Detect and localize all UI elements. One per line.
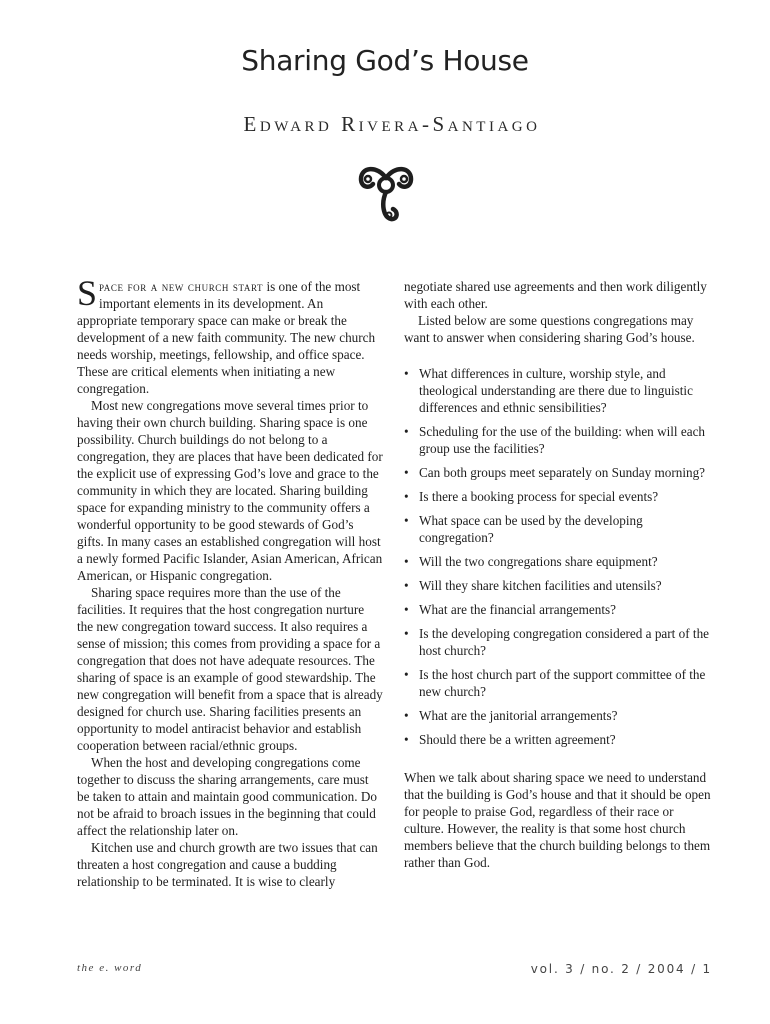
list-item (404, 731, 714, 748)
list-item (404, 365, 714, 416)
bullet-icon: • (404, 626, 409, 641)
list-item-text: Should there be a written agreement? (419, 732, 616, 747)
list-item-text: What space can be used by the developing congregation? (419, 513, 643, 545)
list-item-text: Will the two congregations share equipment? (419, 554, 658, 569)
list-item (404, 488, 714, 505)
footer-issue-info: vol. 3 / no. 2 / 2004 / 1 (530, 962, 712, 976)
paragraph: Sharing space requires more than the use of the facilities. It requires that the host congregation nurture the new congregation toward success. It also requires a sense of mission; this comes from providing a space for a congregation that does not have adequate resources. The sharing of space is an example of good stewardship. The new congregation will benefit from a space that is already designed for church use. Sharing facilities presents an opportunity to model antiracist behavior and establish cooperation between racial/ethnic groups. (77, 585, 383, 753)
bullet-icon: • (404, 366, 409, 381)
footer-publication: the e. word (77, 962, 143, 974)
drop-cap: S (77, 273, 98, 313)
article-title: Sharing God’s House (241, 44, 529, 77)
paragraph: Listed below are some questions congregations may want to answer when considering sharing God’s house. (404, 313, 695, 345)
paragraph: Kitchen use and church growth are two issues that can threaten a host congregation and cause a budding relationship to be terminated. It is wise to clearly (77, 840, 378, 889)
bullet-icon: • (404, 489, 409, 504)
list-item (404, 512, 714, 546)
bullet-icon: • (404, 732, 409, 747)
celtic-triskele-icon (355, 155, 417, 227)
list-item-text: Scheduling for the use of the building: when will each group use the facilities? (419, 424, 706, 456)
bullet-icon: • (404, 554, 409, 569)
bullet-icon: • (404, 708, 409, 723)
list-item-text: Can both groups meet separately on Sunday morning? (419, 465, 706, 480)
paragraph-text: is one of the most important elements in its development. An appropriate temporary space can make or break the development of a new faith community. The new church needs worship, meetings, fellowship, and office space. These are critical elements when initiating a new congregation. (77, 279, 376, 396)
list-item-text: What are the financial arrangements? (419, 602, 616, 617)
list-item-text: Is the host church part of the support committee of the new church? (419, 667, 706, 699)
list-item-text: Is the developing congregation considered a part of the host church? (419, 626, 710, 658)
paragraph: Most new congregations move several times prior to having their own church building. Sharing space is one possibility. Church buildings do not belong to a congregation, they are places that have been dedicated for the explicit use of expressing God’s love and grace to the community in which they are located. Sharing building space for expanding ministry to the community offers a wonderful opportunity to be good stewards of God’s gifts. In many cases an established congregation will host a newly formed Pacific Islander, Asian American, African American, or Hispanic congregation. (77, 398, 383, 583)
bullet-icon: • (404, 465, 409, 480)
list-item (404, 707, 714, 724)
question-list (404, 365, 714, 748)
paragraph: When we talk about sharing space we need to understand that the building is God’s house and that it should be open for people to praise God, regardless of their race or culture. However, the reality is that some host church members believe that the church building belongs to them rather than God. (404, 770, 711, 870)
list-item (404, 553, 714, 570)
list-item-text: What differences in culture, worship style, and theological understanding are there due to linguistic differences and ethnic sensibilities? (419, 366, 693, 415)
bullet-icon: • (404, 667, 409, 682)
author-byline: Edward Rivera-Santiago (243, 112, 541, 136)
list-item-text: Is there a booking process for special events? (419, 489, 659, 504)
list-item (404, 577, 714, 594)
bullet-icon: • (404, 602, 409, 617)
right-column (404, 278, 714, 871)
list-item (404, 464, 714, 481)
list-item (404, 625, 714, 659)
list-item (404, 601, 714, 618)
list-item (404, 423, 714, 457)
lead-in-smallcaps: pace for a new church start (99, 279, 264, 294)
paragraph: negotiate shared use agreements and then work diligently with each other. (404, 279, 707, 311)
paragraph: When the host and developing congregations come together to discuss the sharing arrangements, care must be taken to attain and maintain good communication. Do not be afraid to broach issues in the beginning that could affect the relationship later on. (77, 755, 377, 838)
left-column (77, 273, 383, 890)
list-item (404, 666, 714, 700)
bullet-icon: • (404, 513, 409, 528)
bullet-icon: • (404, 424, 409, 439)
paragraph (77, 273, 383, 397)
bullet-icon: • (404, 578, 409, 593)
list-item-text: What are the janitorial arrangements? (419, 708, 618, 723)
list-item-text: Will they share kitchen facilities and utensils? (419, 578, 662, 593)
